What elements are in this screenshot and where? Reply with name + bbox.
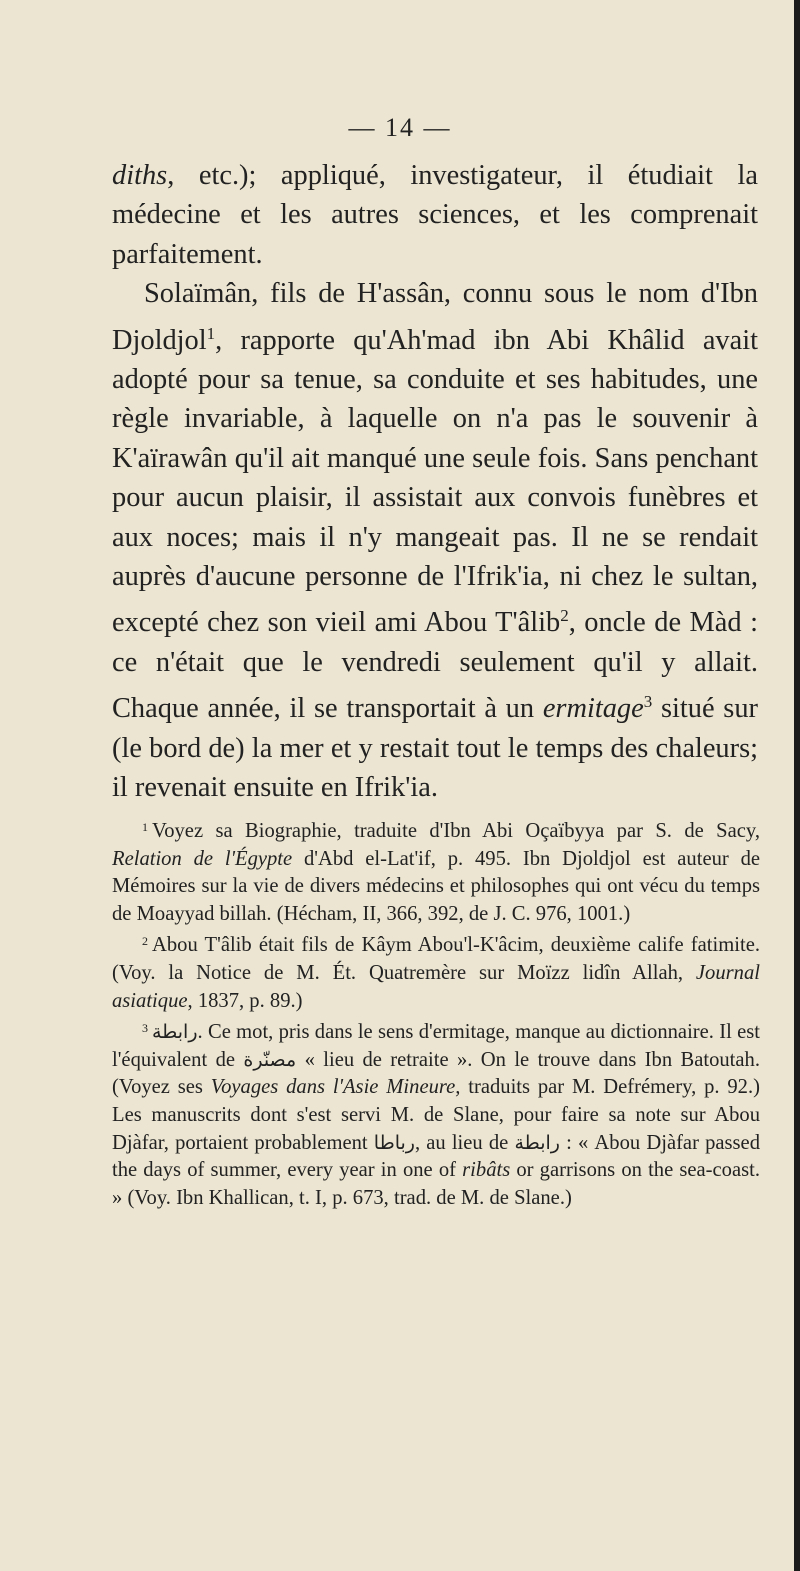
italic-ermitage: ermitage (542, 693, 644, 725)
footnote-3 (112, 1015, 760, 1212)
footnote-3-italic-1: Voyages dans l'Asie Mineure, (210, 1076, 461, 1099)
footnote-1 (112, 814, 760, 928)
footnotes (112, 814, 760, 1212)
footnote-2-mark: 2 (142, 934, 148, 949)
paragraph-2-part-2: , rapporte qu'Ah'mad ibn Abi Khâlid avait adopté pour sa tenue, sa conduite et ses habitudes, une règle invariable, à laquelle on n'a pas le souvenir à K'aïrawân qu'il ait manqué une seule fois. Sans penchant pour aucun plaisir, il assistait aux convois funèbres et aux noces; mais il n'y mangeait pas. Il ne se rendait auprès d'aucune personne de l'Ifrik'ia, ni chez le sultan, excepté chez son vieil ami Abou T'âlib (112, 324, 758, 639)
paragraph-1-text: , etc.); appliqué, investigateur, il étudiait la médecine et les autres sciences, et les comprenait parfaitement. (112, 160, 758, 270)
page-number: — 14 — (348, 113, 452, 142)
footnote-3-arabic-4: رابطة (514, 1131, 560, 1154)
paragraph-2 (112, 274, 758, 807)
paragraph-1 (112, 156, 758, 274)
footnote-3-arabic-2: مصنّرة (243, 1048, 297, 1071)
footnote-3-arabic-3: رباطا (373, 1131, 415, 1154)
footnote-1-mark: 1 (142, 820, 148, 834)
footnote-ref-2: 2 (560, 606, 569, 626)
footnote-3-part-a: . Ce mot, pris dans le sens d'ermitage, manque au dictionnaire. Il est l'équivalent de (112, 1021, 760, 1071)
page-edge-shadow (794, 0, 800, 1571)
footnote-3-part-b: « lieu de retraite ». On le trouve dans Ibn Batoutah. (Voyez ses (112, 1048, 760, 1099)
footnote-3-part-f: or garrisons on the sea-coast. » (Voy. Ibn Khallican, t. I, p. 673, trad. de M. de Slane.) (112, 1159, 760, 1209)
footnote-3-part-d: , au lieu de (414, 1131, 515, 1154)
footnote-1-italic: Relation de l'Égypte (112, 847, 293, 870)
footnote-2-part-b: , 1837, p. 89.) (187, 989, 303, 1012)
footnote-3-part-e: : « Abou Djàfar passed the days of summer, every year in one of (112, 1131, 760, 1182)
main-text (112, 156, 758, 808)
footnote-ref-3: 3 (643, 692, 653, 712)
footnote-3-part-c: traduits par M. Defrémery, p. 92.) Les manuscrits dont s'est servi M. de Slane, pour faire sa note sur Abou Djàfar, portaient probablement (112, 1076, 760, 1154)
paragraph-2-part-3: , oncle de Màd : ce n'était que le vendredi seulement qu'il y allait. Chaque année, il se transportait à un (112, 607, 758, 725)
footnote-3-mark: 3 (142, 1021, 148, 1036)
footnote-1-part-a: Voyez sa Biographie, traduite d'Ibn Abi Oçaïbyya par S. de Sacy, (152, 820, 760, 842)
footnote-2 (112, 928, 760, 1015)
italic-word: diths (112, 160, 168, 191)
footnote-3-arabic-1: رابطة (152, 1021, 198, 1044)
paragraph-2-part-4: situé sur (le bord de) la mer et y restait tout le temps des chaleurs; il revenait ensuite en Ifrik'ia. (112, 693, 759, 804)
paragraph-2-part-1: Solaïmân, fils de H'assân, connu sous le nom d'Ibn Djoldjol (112, 278, 758, 356)
footnote-3-italic-2: ribâts (462, 1159, 511, 1182)
footnote-1-part-b: d'Abd el-Lat'if, p. 495. Ibn Djoldjol est auteur de Mémoires sur la vie de divers médecins et philosophes qui ont vécu du temps de Moayyad billah. (Hécham, II, 366, 392, de J. C. 976, 1001.) (112, 847, 761, 925)
footnote-2-part-a: Abou T'âlib était fils de Kâym Abou'l-K'âcim, deuxième calife fatimite. (Voy. la Notice de M. Ét. Quatremère sur Moïzz lidîn Allah, (112, 934, 760, 984)
footnote-2-italic: Journal asiatique (112, 961, 760, 1012)
footnote-ref-1: 1 (206, 323, 216, 343)
